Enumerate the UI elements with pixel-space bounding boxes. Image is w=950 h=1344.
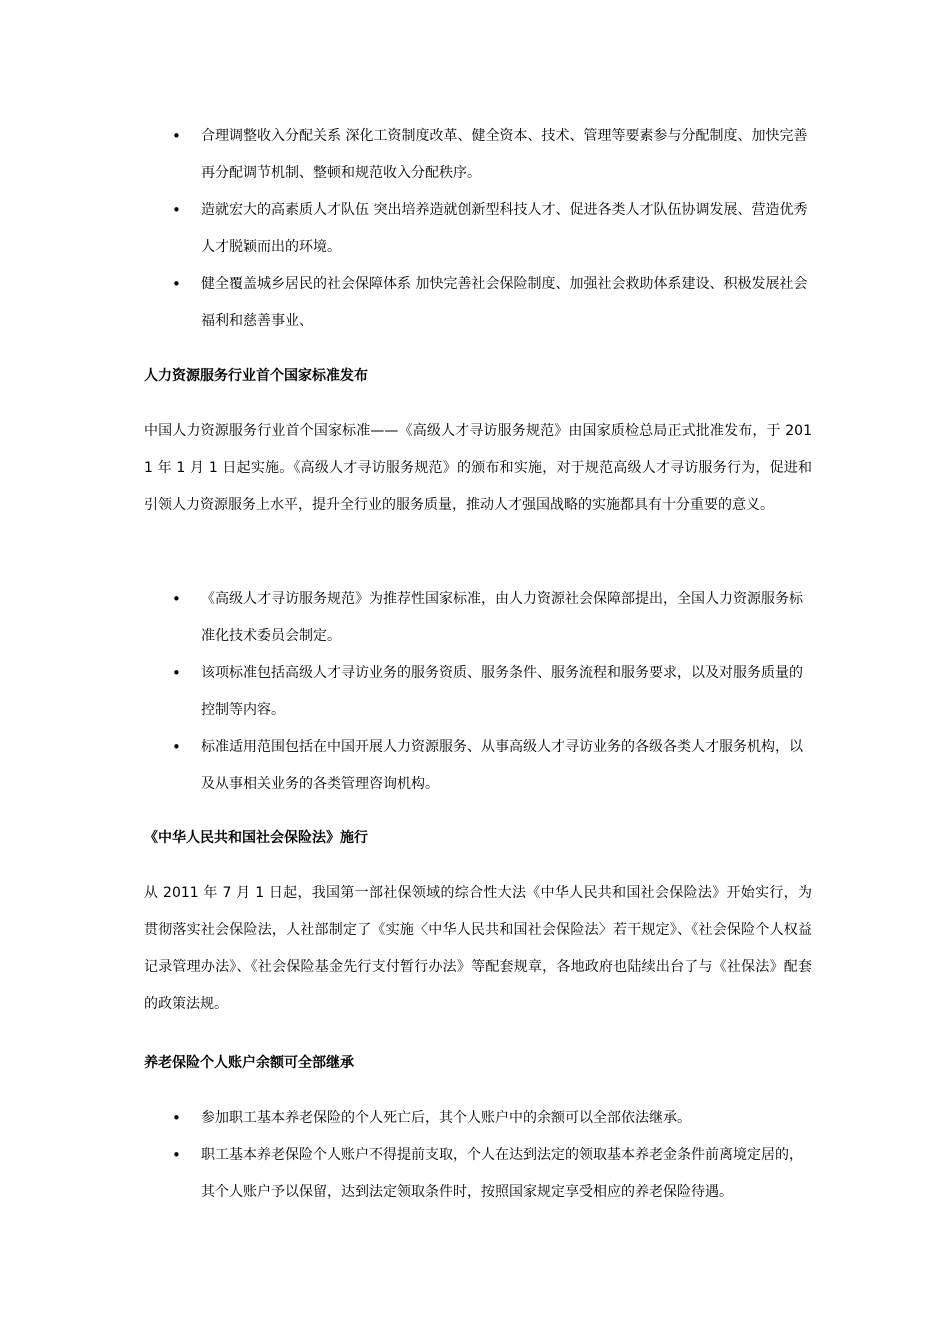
list-item xyxy=(0,581,950,655)
list-item xyxy=(0,1100,950,1137)
bullet-icon: • xyxy=(172,738,181,756)
section-heading: 《中华人民共和国社会保险法》施行 xyxy=(144,830,368,846)
list-item-text: 职工基本养老保险个人账户不得提前支取，个人在达到法定的领取基本养老金条件前离境定居的，其个人账户予以保留，达到法定领取条件时，按照国家规定享受相应的养老保险待遇。 xyxy=(201,1147,803,1200)
list-item-text: 健全覆盖城乡居民的社会保障体系 加快完善社会保险制度、加强社会救助体系建设、积极发展社会福利和慈善事业、 xyxy=(201,276,808,329)
bullet-list xyxy=(0,581,950,803)
list-item-text: 标准适用范围包括在中国开展人力资源服务、从事高级人才寻访业务的各级各类人才服务机构，以及从事相关业务的各类管理咨询机构。 xyxy=(201,739,803,792)
bullet-icon: • xyxy=(172,664,181,682)
section-a-bullets xyxy=(0,118,950,340)
section-b-bullets xyxy=(0,581,950,803)
section-paragraph: 从 2011 年 7 月 1 日起，我国第一部社保领域的综合性大法《中华人民共和国社会保险法》开始实行，为贯彻落实社会保险法，人社部制定了《实施〈中华人民共和国社会保险法〉若干规定》、《社会保险个人权益记录管理办法》、《社会保险基金先行支付暂行办法》等配套规章，各地政府也陆续出台了与《社保法》配套的政策法规。 xyxy=(144,885,812,1012)
bullet-icon: • xyxy=(172,1146,181,1164)
section-heading: 人力资源服务行业首个国家标准发布 xyxy=(144,368,368,384)
list-item xyxy=(0,655,950,729)
bullet-icon: • xyxy=(172,1109,181,1127)
list-item xyxy=(0,118,950,192)
list-item xyxy=(0,1137,950,1211)
bullet-list xyxy=(0,118,950,340)
section-heading: 养老保险个人账户余额可全部继承 xyxy=(144,1055,354,1071)
list-item-text: 参加职工基本养老保险的个人死亡后，其个人账户中的余额可以全部依法继承。 xyxy=(201,1110,691,1126)
list-item xyxy=(0,729,950,803)
bullet-icon: • xyxy=(172,127,181,145)
list-item-text: 《高级人才寻访服务规范》为推荐性国家标准，由人力资源社会保障部提出，全国人力资源服务标准化技术委员会制定。 xyxy=(201,591,803,644)
bullet-list xyxy=(0,1100,950,1211)
section-d-bullets xyxy=(0,1100,950,1211)
bullet-icon: • xyxy=(172,275,181,293)
list-item xyxy=(0,266,950,340)
list-item xyxy=(0,192,950,266)
list-item-text: 该项标准包括高级人才寻访业务的服务资质、服务条件、服务流程和服务要求，以及对服务质量的控制等内容。 xyxy=(201,665,803,718)
section-paragraph: 中国人力资源服务行业首个国家标准——《高级人才寻访服务规范》由国家质检总局正式批准发布，于 2011 年 1 月 1 日起实施。《高级人才寻访服务规范》的颁布和实施，对于规范高级人才寻访服务行为，促进和引领人力资源服务上水平，提升全行业的服务质量，推动人才强国战略的实施都具有十分重要的意义。 xyxy=(144,423,812,513)
bullet-icon: • xyxy=(172,201,181,219)
bullet-icon: • xyxy=(172,590,181,608)
list-item-text: 合理调整收入分配关系 深化工资制度改革、健全资本、技术、管理等要素参与分配制度、加快完善再分配调节机制、整顿和规范收入分配秩序。 xyxy=(201,128,808,181)
list-item-text: 造就宏大的高素质人才队伍 突出培养造就创新型科技人才、促进各类人才队伍协调发展、营造优秀人才脱颖而出的环境。 xyxy=(201,202,808,255)
